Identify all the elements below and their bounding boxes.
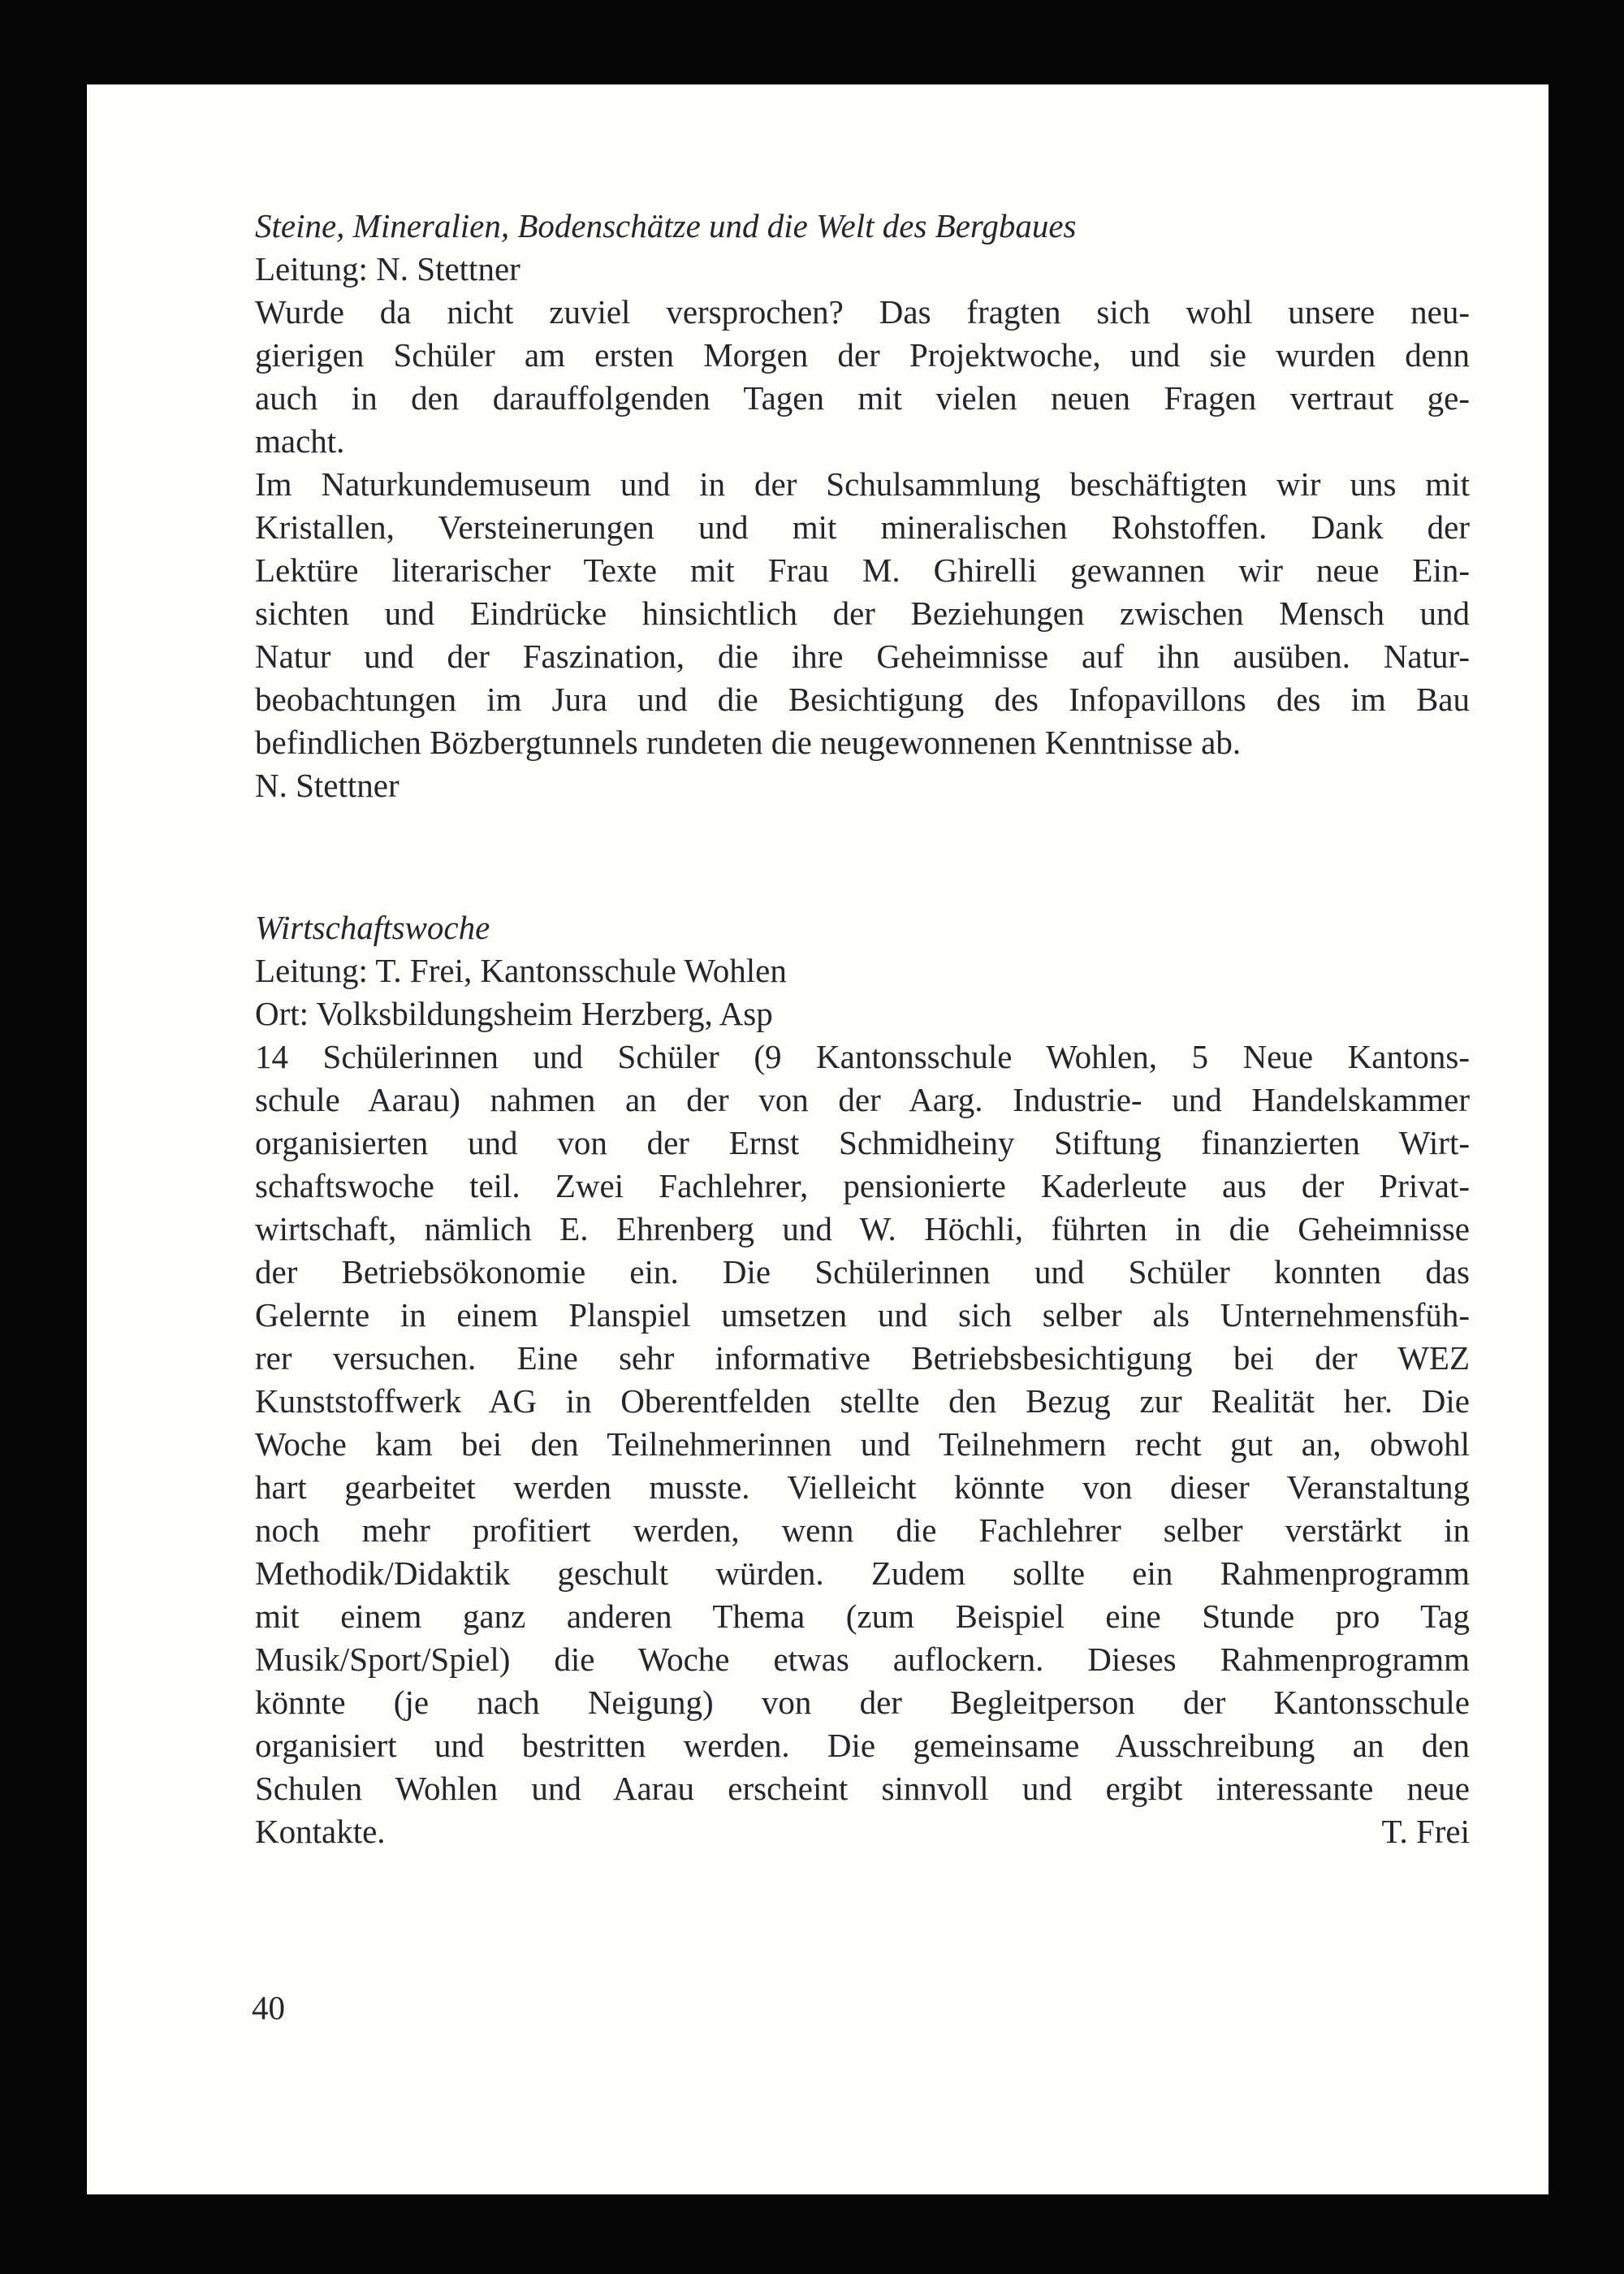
body-line: der Betriebsökonomie ein. Die Schülerinnen und Schüler konnten das [255,1253,1470,1290]
section-wirtschaftswoche [255,906,1470,1853]
body-line: Musik/Sport/Spiel) die Woche etwas auflockern. Dieses Rahmenprogramm [255,1641,1470,1678]
signature-stettner: N. Stettner [255,767,400,804]
body-line: rer versuchen. Eine sehr informative Betriebsbesichtigung bei der WEZ [255,1339,1470,1377]
section-leader: Leitung: N. Stettner [255,250,520,287]
body-line: schule Aarau) nahmen an der von der Aarg. Industrie- und Handelskammer [255,1081,1470,1118]
body-line: beobachtungen im Jura und die Besichtigung des Infopavillons des im Bau [255,681,1470,718]
body-line: Methodik/Didaktik geschult würden. Zudem sollte ein Rahmenprogramm [255,1554,1470,1592]
body-line: 14 Schülerinnen und Schüler (9 Kantonsschule Wohlen, 5 Neue Kantons- [255,1038,1470,1075]
section-place: Ort: Volksbildungsheim Herzberg, Asp [255,995,773,1032]
body-line: Im Naturkundemuseum und in der Schulsammlung beschäftigten wir uns mit [255,465,1470,503]
body-line: Lektüre literarischer Texte mit Frau M. Ghirelli gewannen wir neue Ein- [255,551,1470,589]
document-page [87,84,1548,2194]
body-line: hart gearbeitet werden musste. Vielleicht könnte von dieser Veranstaltung [255,1468,1470,1506]
body-line: macht. [255,422,345,460]
body-line: Kristallen, Versteinerungen und mit mineralischen Rohstoffen. Dank der [255,508,1470,546]
body-line: Kunststoffwerk AG in Oberentfelden stellte den Bezug zur Realität her. Die [255,1382,1470,1420]
section-title-wirtschaftswoche: Wirtschaftswoche [255,909,490,946]
signature-frei: T. Frei [1381,1813,1470,1850]
body-line: wirtschaft, nämlich E. Ehrenberg und W. Höchli, führten in die Geheimnisse [255,1210,1470,1247]
body-line: Natur und der Faszination, die ihre Geheimnisse auf ihn ausüben. Natur- [255,638,1470,675]
body-line: Woche kam bei den Teilnehmerinnen und Teilnehmern recht gut an, obwohl [255,1425,1470,1463]
body-line: sichten und Eindrücke hinsichtlich der Beziehungen zwischen Mensch und [255,594,1470,632]
body-line: mit einem ganz anderen Thema (zum Beispiel eine Stunde pro Tag [255,1597,1470,1635]
body-line: Gelernte in einem Planspiel umsetzen und sich selber als Unternehmensfüh- [255,1296,1470,1334]
body-line: gierigen Schüler am ersten Morgen der Projektwoche, und sie wurden denn [255,336,1470,374]
closing-line [255,1810,1470,1853]
body-line: organisierten und von der Ernst Schmidheiny Stiftung finanzierten Wirt- [255,1124,1470,1161]
body-line: Schulen Wohlen und Aarau erscheint sinnvoll und ergibt interessante neue [255,1770,1470,1807]
section-title-bergbau: Steine, Mineralien, Bodenschätze und die Welt des Bergbaues [255,207,1077,244]
body-line-last: Kontakte. [255,1813,386,1850]
page-number: 40 [252,1989,285,2026]
section-bergbau [255,205,1470,807]
body-line: Wurde da nicht zuviel versprochen? Das fragten sich wohl unsere neu- [255,293,1470,331]
body-line: noch mehr profitiert werden, wenn die Fachlehrer selber verstärkt in [255,1511,1470,1549]
body-line: schaftswoche teil. Zwei Fachlehrer, pensionierte Kaderleute aus der Privat- [255,1167,1470,1204]
section-spacer [255,807,1470,906]
page-content [255,205,1470,1853]
body-line: organisiert und bestritten werden. Die gemeinsame Ausschreibung an den [255,1727,1470,1764]
body-line: befindlichen Bözbergtunnels rundeten die neugewonnenen Kenntnisse ab. [255,724,1242,761]
section-leader: Leitung: T. Frei, Kantonsschule Wohlen [255,952,787,989]
body-line: auch in den darauffolgenden Tagen mit vielen neuen Fragen vertraut ge- [255,379,1470,417]
body-line: könnte (je nach Neigung) von der Begleitperson der Kantonsschule [255,1684,1470,1721]
